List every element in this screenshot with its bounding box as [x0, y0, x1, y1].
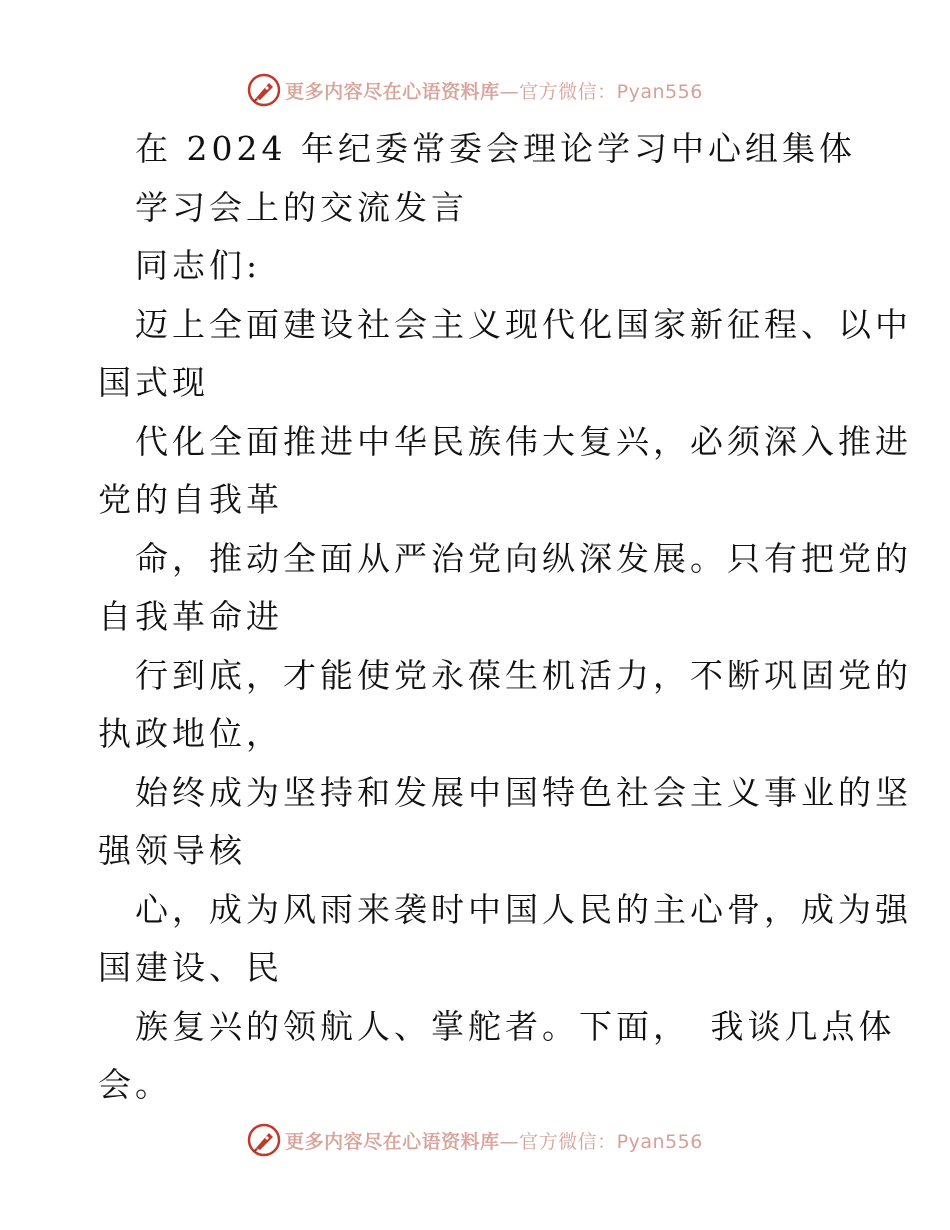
- body-text-line: 国建设、民: [98, 948, 283, 987]
- banner-wechat: 官方微信：Pyan556: [519, 1130, 703, 1153]
- banner-wechat: 官方微信：Pyan556: [519, 80, 703, 103]
- body-text-line: 族复兴的领航人、掌舵者。下面， 我谈几点体: [135, 1006, 896, 1046]
- body-text-line: 始终成为坚持和发展中国特色社会主义事业的坚: [135, 772, 912, 812]
- banner-title: 更多内容尽在心语资料库: [285, 80, 500, 103]
- salutation: 同志们:: [135, 246, 262, 285]
- body-text-line: 自我革命进: [98, 597, 283, 636]
- body-text-line: 代化全面推进中华民族伟大复兴，必须深入推进: [135, 421, 912, 461]
- body-text-line: 会。: [98, 1065, 172, 1104]
- body-text-line: 迈上全面建设社会主义现代化国家新征程、以中: [135, 304, 912, 344]
- body-text-line: 党的自我革: [98, 480, 283, 519]
- banner-title: 更多内容尽在心语资料库: [285, 1130, 500, 1153]
- body-text-line: 命，推动全面从严治党向纵深发展。只有把党的: [135, 538, 912, 578]
- body-text-line: 行到底，才能使党永葆生机活力，不断巩固党的: [135, 655, 912, 695]
- body-text-line: 执政地位，: [98, 714, 283, 753]
- pen-nib-logo-icon: [247, 1123, 281, 1157]
- document-body: [98, 120, 912, 1115]
- body-text-line: 心，成为风雨来袭时中国人民的主心骨，成为强: [135, 889, 912, 929]
- banner-separator: —: [499, 1130, 520, 1153]
- banner-separator: —: [499, 80, 520, 103]
- document-title-line-2: 学习会上的交流发言: [135, 187, 468, 227]
- body-text-line: 国式现: [98, 363, 209, 402]
- pen-nib-logo-icon: [247, 73, 281, 107]
- footer-banner: [0, 1120, 950, 1160]
- body-text-line: 强领导核: [98, 831, 246, 870]
- body-paragraph: [98, 296, 912, 1115]
- header-banner: [0, 70, 950, 110]
- document-title-line-1: 在 2024 年纪委常委会理论学习中心组集体: [135, 129, 856, 168]
